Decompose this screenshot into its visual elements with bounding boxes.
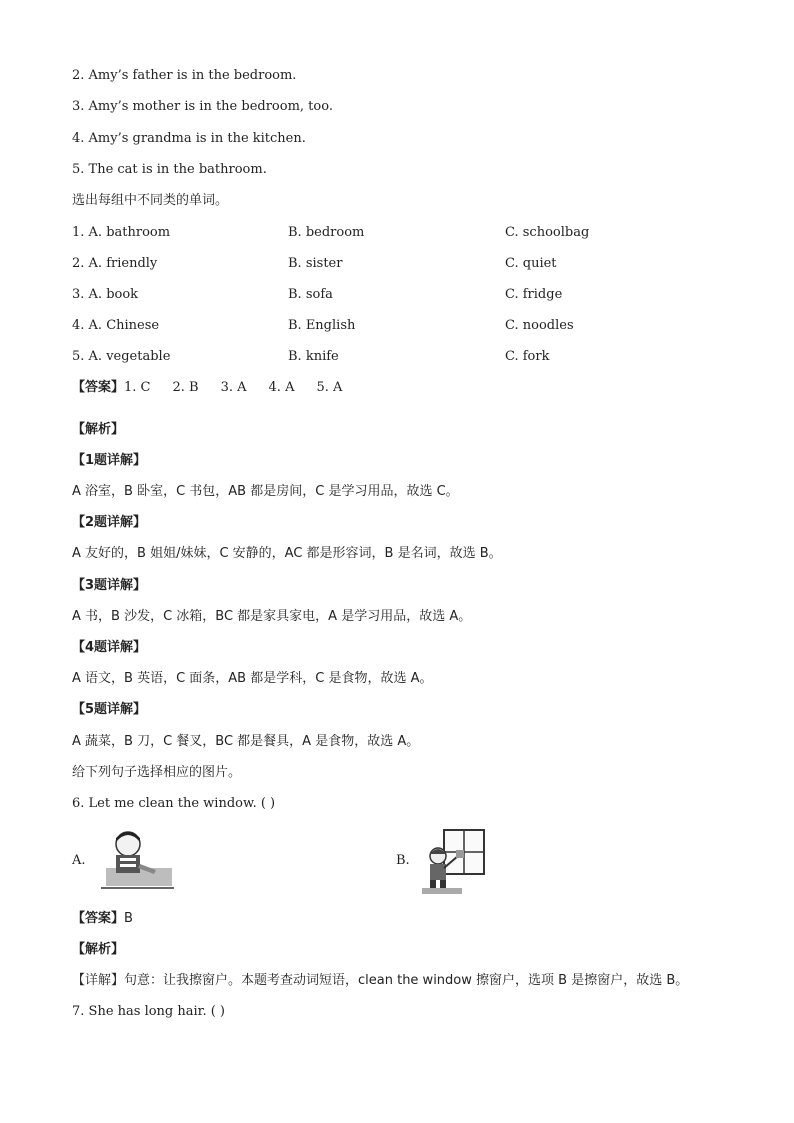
q6-detail-text: 【详解】句意：让我擦窗户。本题考查动词短语，clean the window 擦窗户，选项 B 是擦窗户，故选 B。 — [72, 973, 689, 988]
detail-3-text: A 书，B 沙发，C 冰箱，BC 都是家具家电，A 是学习用品，故选 A。 — [72, 609, 472, 624]
q6-analysis-label: 【解析】 — [72, 942, 125, 957]
section-pictures-heading: 给下列句子选择相应的图片。 — [72, 765, 242, 780]
detail-1-title: 【1题详解】 — [72, 453, 147, 468]
analysis-label: 【解析】 — [72, 422, 125, 437]
sentence-3: 3. Amy’s mother is in the bedroom, too. — [72, 99, 333, 114]
detail-5-text: A 蔬菜，B 刀，C 餐叉，BC 都是餐具，A 是食物，故选 A。 — [72, 734, 420, 749]
detail-4-text: A 语文，B 英语，C 面条，AB 都是学科，C 是食物，故选 A。 — [72, 671, 433, 686]
option-c: C. fork — [505, 349, 550, 364]
option-c: C. quiet — [505, 256, 557, 271]
option-a: 3. A. book — [72, 287, 139, 302]
option-a: 2. A. friendly — [72, 256, 158, 271]
answer-item: 5. A — [316, 380, 343, 395]
sentence-5: 5. The cat is in the bathroom. — [72, 162, 267, 177]
option-b: B. sister — [288, 256, 343, 271]
q6-answer-row — [72, 911, 133, 927]
answer-item: 4. A — [268, 380, 295, 395]
answer-label: 【答案】 — [72, 380, 125, 395]
option-a: 5. A. vegetable — [72, 349, 171, 364]
option-b: B. English — [288, 318, 356, 333]
detail-3-title: 【3题详解】 — [72, 578, 147, 593]
option-a: 4. A. Chinese — [72, 318, 160, 333]
detail-2-title: 【2题详解】 — [72, 515, 147, 530]
section-odd-one-out-heading: 选出每组中不同类的单词。 — [72, 193, 229, 208]
question-7: 7. She has long hair. ( ) — [72, 1004, 225, 1019]
answer-row — [72, 380, 364, 396]
sentence-2: 2. Amy’s father is in the bedroom. — [72, 68, 297, 83]
option-b: B. sofa — [288, 287, 333, 302]
boy-cleaning-window-picture — [418, 826, 492, 896]
detail-2-text: A 友好的，B 姐姐/妹妹，C 安静的，AC 都是形容词，B 是名词，故选 B。 — [72, 546, 502, 561]
detail-4-title: 【4题详解】 — [72, 640, 147, 655]
option-a-label: A. — [72, 853, 86, 868]
question-6: 6. Let me clean the window. ( ) — [72, 796, 276, 811]
option-c: C. schoolbag — [505, 225, 590, 240]
detail-1-text: A 浴室，B 卧室，C 书包，AB 都是房间，C 是学习用品，故选 C。 — [72, 484, 459, 499]
option-b-label: B. — [396, 853, 410, 868]
answer-value: B — [124, 911, 133, 926]
sentence-4: 4. Amy’s grandma is in the kitchen. — [72, 131, 306, 146]
option-b: B. bedroom — [288, 225, 365, 240]
option-b: B. knife — [288, 349, 339, 364]
boy-at-desk-picture — [96, 828, 178, 894]
option-c: C. fridge — [505, 287, 563, 302]
answer-item: 1. C — [124, 380, 151, 395]
answer-label: 【答案】 — [72, 911, 125, 926]
option-c: C. noodles — [505, 318, 574, 333]
detail-5-title: 【5题详解】 — [72, 702, 147, 717]
answer-item: 2. B — [172, 380, 199, 395]
answer-item: 3. A — [220, 380, 247, 395]
option-a: 1. A. bathroom — [72, 225, 171, 240]
